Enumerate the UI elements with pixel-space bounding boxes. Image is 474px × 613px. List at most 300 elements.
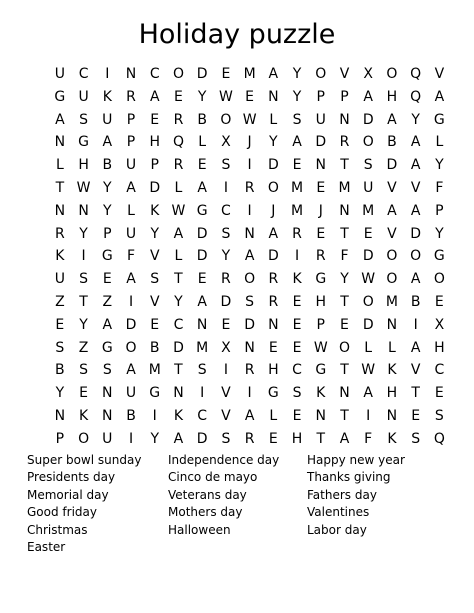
grid-letter: F [126,248,136,265]
grid-letter: S [197,362,207,379]
word-list-item: Halloween [168,522,231,537]
word-list-item: Memorial day [27,487,109,502]
grid-letter: P [126,134,136,151]
grid-letter: U [102,430,113,447]
grid-letter: P [55,430,65,447]
grid-letter: M [243,66,256,82]
grid-letter: T [411,385,420,402]
grid-letter: H [386,385,398,402]
grid-letter: U [125,385,137,402]
word-list-column [307,452,457,556]
grid-letter: N [244,225,255,242]
puzzle-title: Holiday puzzle [138,19,336,50]
grid-letter: I [200,385,205,402]
grid-letter: O [362,134,374,151]
grid-letter: N [102,385,113,402]
grid-letter: D [386,157,398,174]
grid-letter: L [269,407,278,424]
grid-letter: O [386,271,398,288]
grid-letter: X [221,339,231,356]
grid-letter: J [271,202,276,219]
grid-letter: M [148,362,161,379]
grid-letter: E [292,316,302,333]
grid-letter: Y [221,248,231,265]
grid-letter: I [81,248,86,265]
grid-letter: Y [197,88,207,105]
grid-letter: P [150,157,159,174]
grid-letter: V [221,407,231,424]
grid-letter: H [78,157,89,174]
grid-letter: T [55,179,65,196]
grid-letter: R [173,157,184,174]
grid-letter: N [315,157,326,174]
grid-letter: U [125,225,137,242]
grid-letter: K [316,385,326,402]
grid-letter: B [387,134,397,151]
grid-letter: K [387,430,397,447]
grid-letter: E [292,339,302,356]
grid-letter: E [102,271,112,288]
grid-letter: T [316,430,326,447]
grid-letter: I [152,407,157,424]
grid-letter: S [221,430,231,447]
grid-letter: L [174,248,183,265]
grid-letter: J [247,134,252,151]
grid-letter: A [410,339,421,356]
grid-letter: R [268,271,279,288]
grid-letter: N [102,407,113,424]
grid-letter: W [218,88,233,105]
grid-letter: L [269,111,278,128]
grid-letter: Y [411,111,420,128]
grid-letter: V [410,362,421,379]
grid-letter: N [386,407,398,424]
grid-letter: E [174,88,183,105]
grid-letter: A [434,88,445,105]
grid-letter: S [221,225,231,242]
grid-letter: Y [340,271,349,288]
grid-letter: S [150,271,160,288]
grid-letter: N [315,407,326,424]
grid-letter: G [149,385,161,402]
grid-letter: U [54,66,65,82]
grid-letter: N [54,202,66,219]
grid-letter: H [434,339,445,356]
grid-letter: D [362,316,374,333]
grid-letter: N [339,385,350,402]
grid-letter: I [223,179,228,196]
grid-letter: M [291,202,304,219]
grid-letter: K [292,271,302,288]
grid-letter: N [339,111,350,128]
grid-letter: V [149,293,160,310]
word-list-item: Labor day [307,522,367,537]
grid-letter: G [101,248,113,265]
grid-letter: R [54,225,65,242]
grid-letter: H [268,362,279,379]
word-list-item: Thanks giving [307,470,391,485]
grid-letter: D [362,111,374,128]
grid-letter: E [197,157,207,174]
grid-letter: A [197,179,207,196]
grid-letter: P [316,88,325,105]
grid-letter: S [434,407,444,424]
grid-letter: N [78,202,89,219]
grid-letter: M [338,179,351,196]
grid-letter: Y [150,430,160,447]
grid-letter: Q [410,88,422,105]
grid-letter: E [245,88,255,105]
grid-letter: A [410,157,421,174]
grid-letter: O [220,111,232,128]
grid-letter: K [55,248,65,265]
grid-letter: Y [292,66,302,82]
grid-letter: E [316,225,326,242]
grid-letter: S [79,362,89,379]
grid-letter: N [196,316,208,333]
grid-letter: P [126,111,136,128]
grid-letter: O [433,271,445,288]
grid-letter: D [196,225,208,242]
grid-letter: Y [55,385,65,402]
grid-letter: Y [174,293,183,310]
grid-letter: T [340,293,349,310]
grid-letter: O [244,271,256,288]
grid-letter: A [410,271,421,288]
grid-letter: O [172,66,184,82]
grid-letter: O [410,248,422,265]
grid-letter: E [221,316,231,333]
grid-letter: G [54,88,66,105]
grid-letter: Y [435,157,444,174]
grid-letter: I [247,202,252,219]
grid-letter: Z [78,339,89,356]
grid-letter: E [316,179,326,196]
grid-letter: C [149,66,160,82]
grid-letter: V [221,385,231,402]
grid-letter: L [364,339,373,356]
grid-letter: N [173,385,184,402]
grid-letter: H [386,88,398,105]
grid-letter: Q [172,134,184,151]
grid-letter: E [292,157,302,174]
grid-letter: D [125,316,137,333]
grid-letter: E [292,407,302,424]
grid-letter: O [386,66,398,82]
word-list-item: Good friday [27,505,97,520]
grid-letter: A [244,407,255,424]
grid-letter: N [268,88,279,105]
grid-letter: D [196,66,208,82]
grid-letter: A [292,134,302,151]
grid-letter: Y [103,179,112,196]
grid-letter: A [387,111,397,128]
grid-letter: N [339,202,350,219]
grid-letter: E [434,385,444,402]
grid-letter: V [434,66,445,82]
grid-letter: N [54,134,66,151]
grid-letter: R [339,134,350,151]
grid-letter: R [221,271,231,288]
grid-letter: C [197,407,208,424]
grid-letter: F [435,179,444,196]
grid-letter: C [173,316,184,333]
grid-letter: Z [102,293,113,310]
grid-letter: I [128,430,134,447]
word-list-item: Easter [27,540,66,555]
grid-letter: N [268,316,279,333]
grid-letter: C [221,202,231,219]
grid-letter: L [55,157,64,174]
grid-letter: B [410,293,421,310]
grid-letter: T [174,271,183,288]
grid-letter: G [78,134,89,151]
grid-letter: A [410,202,421,219]
grid-letter: A [363,88,373,105]
grid-letter: O [338,339,350,356]
grid-letter: A [268,66,279,82]
grid-letter: Q [410,66,422,82]
grid-letter: X [363,66,373,82]
grid-letter: E [79,385,88,402]
grid-letter: Y [269,134,278,151]
grid-letter: G [196,202,208,219]
grid-letter: R [292,225,302,242]
grid-letter: A [339,430,350,447]
grid-letter: A [387,202,397,219]
grid-letter: E [197,271,207,288]
grid-letter: G [433,111,445,128]
grid-letter: E [363,225,373,242]
grid-letter: S [363,157,373,174]
grid-letter: D [149,179,161,196]
grid-letter: B [126,407,136,424]
grid-letter: D [267,248,279,265]
grid-letter: I [294,248,300,265]
grid-letter: A [410,134,421,151]
grid-letter: R [244,362,255,379]
grid-letter: S [292,385,302,402]
grid-letter: U [78,88,89,105]
grid-letter: M [385,293,398,310]
word-list-item: Valentines [307,505,370,520]
grid-letter: L [435,134,444,151]
grid-letter: A [244,248,255,265]
grid-letter: A [102,134,113,151]
grid-letter: A [268,225,279,242]
grid-letter: G [315,271,327,288]
grid-letter: B [149,339,160,356]
grid-letter: R [315,248,326,265]
grid-letter: D [173,339,184,356]
grid-letter: V [149,248,160,265]
grid-letter: G [315,362,327,379]
grid-letter: I [247,157,252,174]
grid-letter: P [435,202,444,219]
grid-letter: E [340,316,349,333]
grid-letter: D [315,134,327,151]
grid-letter: U [363,179,374,196]
grid-letter: A [149,88,160,105]
grid-letter: M [196,339,209,356]
grid-letter: V [387,225,397,242]
grid-letter: U [125,157,137,174]
grid-letter: U [54,271,65,288]
grid-letter: H [291,430,303,447]
grid-letter: T [340,157,349,174]
grid-letter: T [340,225,349,242]
grid-letter: T [340,362,349,379]
grid-letter: B [55,362,65,379]
grid-letter: C [292,362,302,379]
grid-letter: E [150,111,160,128]
grid-letter: S [55,339,65,356]
word-list-item: Happy new year [307,453,405,467]
grid-letter: K [150,202,160,219]
grid-letter: A [126,179,136,196]
grid-letter: A [173,430,184,447]
grid-letter: I [128,293,134,310]
grid-letter: A [102,316,113,333]
grid-letter: E [434,293,444,310]
grid-letter: E [268,430,278,447]
grid-letter: M [362,202,375,219]
grid-letter: S [79,271,89,288]
grid-letter: N [386,316,398,333]
grid-letter: F [340,248,349,265]
grid-letter: O [315,66,327,82]
grid-letter: A [126,271,136,288]
grid-letter: R [268,293,279,310]
grid-letter: V [387,179,397,196]
grid-letter: Q [433,430,445,447]
word-list-item: Presidents day [27,470,116,485]
grid-letter: I [413,316,418,333]
grid-letter: S [102,362,112,379]
grid-letter: P [316,316,325,333]
grid-letter: B [197,111,207,128]
grid-letter: P [340,88,349,105]
grid-letter: Y [79,316,88,333]
grid-letter: C [78,66,89,82]
word-list-column [168,452,307,556]
word-list-item: Mothers day [168,505,243,520]
grid-letter: E [55,316,65,333]
grid-letter: R [244,430,255,447]
word-list [27,452,467,556]
grid-letter: S [292,111,302,128]
grid-letter: E [292,293,302,310]
grid-letter: L [198,134,207,151]
grid-letter: J [318,202,323,219]
grid-letter: D [362,248,374,265]
grid-letter: E [221,66,231,82]
grid-letter: X [221,134,231,151]
letter-grid [48,63,451,451]
grid-letter: K [78,407,89,424]
grid-letter: E [150,316,160,333]
grid-letter: D [244,316,255,333]
word-list-item: Veterans day [168,487,247,502]
grid-letter: Y [435,225,444,242]
grid-letter: R [126,88,136,105]
word-list-column [27,452,168,556]
grid-letter: S [79,111,89,128]
grid-letter: S [221,157,231,174]
grid-letter: T [174,362,183,379]
grid-letter: I [223,362,228,379]
grid-letter: S [411,430,421,447]
grid-letter: M [291,179,304,196]
grid-letter: A [173,225,184,242]
grid-letter: G [101,339,113,356]
grid-letter: C [434,362,445,379]
grid-letter: H [149,134,160,151]
grid-letter: N [125,66,137,82]
word-list-item: Christmas [27,522,88,537]
grid-letter: B [102,157,113,174]
grid-letter: W [171,202,186,219]
grid-letter: G [433,248,445,265]
grid-letter: R [244,179,255,196]
grid-letter: O [78,430,90,447]
grid-letter: Y [103,202,112,219]
grid-letter: D [410,225,422,242]
grid-letter: A [197,293,207,310]
grid-letter: I [366,407,371,424]
grid-letter: D [196,248,208,265]
grid-letter: T [79,293,88,310]
grid-letter: K [387,362,397,379]
grid-letter: P [103,225,112,242]
grid-letter: Y [150,225,160,242]
word-list-item: Independence day [168,453,280,467]
grid-letter: H [315,293,327,310]
grid-letter: G [267,385,279,402]
grid-letter: Z [55,293,65,310]
grid-letter: D [196,430,208,447]
grid-letter: N [54,407,66,424]
grid-letter: O [267,179,279,196]
grid-letter: F [364,430,373,447]
grid-letter: T [340,407,349,424]
grid-letter: W [76,179,91,196]
grid-letter: U [102,111,113,128]
grid-letter: A [363,385,373,402]
grid-letter: L [174,179,183,196]
grid-letter: O [362,293,374,310]
grid-letter: V [339,66,350,82]
grid-letter: X [434,316,445,333]
grid-letter: W [313,339,328,356]
grid-letter: S [245,293,255,310]
grid-letter: U [315,111,326,128]
grid-letter: L [388,339,396,356]
word-list-item: Cinco de mayo [168,470,258,485]
grid-letter: K [102,88,112,105]
grid-letter: W [242,111,257,128]
grid-letter: V [410,179,421,196]
grid-letter: K [173,407,184,424]
grid-letter: A [126,362,136,379]
grid-letter: N [244,339,255,356]
grid-letter: I [105,66,110,82]
grid-letter: R [173,111,184,128]
grid-letter: Y [79,225,88,242]
grid-letter: E [268,339,278,356]
grid-letter: D [267,157,279,174]
grid-letter: O [386,248,398,265]
